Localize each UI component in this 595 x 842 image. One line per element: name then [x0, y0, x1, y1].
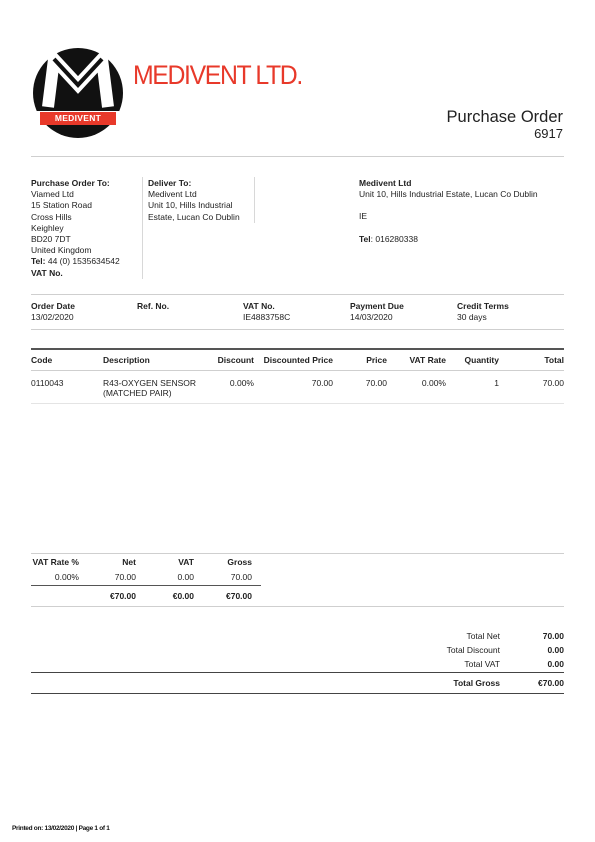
- company-wordmark: MEDIVENT LTD.: [133, 60, 302, 90]
- item-description: [103, 378, 196, 398]
- meta-bottom-divider: [31, 329, 564, 330]
- items-row-divider: [31, 403, 564, 404]
- item-price: 70.00: [365, 378, 387, 388]
- order-date-header: Order Date: [31, 301, 75, 311]
- company-tel-value: : 016280338: [370, 233, 418, 244]
- tel-label: Tel:: [31, 256, 46, 267]
- item-code: 0110043: [31, 378, 64, 388]
- address-line: Unit 10, Hills Industrial: [148, 200, 233, 211]
- vat-summary-total-divider: [31, 585, 261, 586]
- item-discount: 0.00%: [229, 378, 254, 388]
- col-vat-rate: VAT Rate: [409, 355, 446, 365]
- col-total: Total: [544, 355, 564, 365]
- vat-row-gross: 70.00: [230, 572, 252, 582]
- col-quantity: Quantity: [464, 355, 499, 365]
- total-gross-top-divider: [31, 672, 564, 673]
- meta-top-divider: [31, 294, 564, 295]
- logo-badge-text: MEDIVENT: [54, 113, 102, 123]
- vat-row-rate: 0.00%: [54, 572, 79, 582]
- document-title: Purchase Order: [446, 108, 563, 126]
- items-table-header: [31, 355, 564, 367]
- total-discount-label: Total Discount: [446, 645, 500, 655]
- col-code: Code: [31, 355, 53, 365]
- payment-due-header: Payment Due: [350, 301, 404, 311]
- item-vat-rate: 0.00%: [421, 378, 446, 388]
- item-description-line: (MATCHED PAIR): [103, 388, 172, 398]
- vat-summary-top-divider: [31, 553, 564, 554]
- credit-terms-header: Credit Terms: [457, 301, 509, 311]
- address-line: Cross Hills: [31, 211, 72, 222]
- item-description-line: R43-OXYGEN SENSOR: [103, 378, 197, 388]
- column-divider: [254, 177, 255, 223]
- vat-row-net: 70.00: [114, 572, 136, 582]
- total-discount-value: 0.00: [547, 645, 564, 655]
- vat-col-vat: VAT: [178, 557, 194, 567]
- item-total: 70.00: [542, 378, 564, 388]
- vat-no-value: IE4883758C: [243, 312, 291, 322]
- total-vat-label: Total VAT: [464, 659, 500, 669]
- credit-terms-value: 30 days: [457, 312, 487, 322]
- item-quantity: 1: [494, 378, 499, 388]
- col-price: Price: [366, 355, 387, 365]
- company-address-block: [359, 178, 564, 245]
- address-line: Viamed Ltd: [31, 189, 74, 200]
- deliver-to-heading: Deliver To:: [148, 178, 192, 188]
- tel-value: 44 (0) 1535634542: [47, 256, 120, 267]
- address-line: Keighley: [31, 222, 64, 233]
- company-logo: [32, 45, 124, 141]
- vat-label: VAT No.: [31, 267, 63, 278]
- column-divider: [142, 177, 143, 279]
- deliver-to-block: [148, 178, 253, 223]
- company-address: Unit 10, Hills Industrial Estate, Lucan Co Dublin: [359, 189, 538, 200]
- items-top-border: [31, 348, 564, 350]
- page-footer: Printed on: 13/02/2020 | Page 1 of 1: [12, 825, 110, 832]
- item-discounted-price: 70.00: [311, 378, 333, 388]
- company-tel-label: Tel: [359, 233, 371, 244]
- vat-total-gross: €70.00: [226, 591, 252, 601]
- medivent-logo-icon: [32, 45, 124, 141]
- items-header-divider: [31, 370, 564, 371]
- vat-total-vat: €0.00: [172, 591, 194, 601]
- vat-col-rate: VAT Rate %: [32, 557, 79, 567]
- vat-no-header: VAT No.: [243, 301, 275, 311]
- col-discount: Discount: [217, 355, 254, 365]
- vat-total-net: €70.00: [110, 591, 136, 601]
- ref-no-header: Ref. No.: [137, 301, 170, 311]
- vat-summary-table: [31, 557, 261, 607]
- col-discounted-price: Discounted Price: [263, 355, 333, 365]
- col-description: Description: [103, 355, 150, 365]
- address-line: Medivent Ltd: [148, 189, 197, 200]
- company-country: IE: [359, 211, 368, 222]
- order-date-value: 13/02/2020: [31, 312, 74, 322]
- total-vat-value: 0.00: [547, 659, 564, 669]
- vat-col-net: Net: [122, 557, 136, 567]
- address-line: United Kingdom: [31, 245, 92, 256]
- total-gross-bottom-divider: [31, 693, 564, 694]
- total-gross-value: €70.00: [538, 678, 564, 688]
- company-name: Medivent Ltd: [359, 178, 412, 188]
- total-net-value: 70.00: [542, 631, 564, 641]
- vat-summary-bottom-divider: [31, 606, 564, 607]
- address-line: 15 Station Road: [31, 200, 92, 211]
- header-divider: [31, 156, 564, 157]
- address-line: BD20 7DT: [31, 234, 71, 245]
- document-number: 6917: [534, 126, 563, 141]
- payment-due-value: 14/03/2020: [350, 312, 393, 322]
- purchase-order-to-block: [31, 178, 136, 279]
- vat-col-gross: Gross: [227, 557, 252, 567]
- company-tel: [359, 234, 564, 245]
- purchase-order-to-heading: Purchase Order To:: [31, 178, 110, 188]
- order-meta: [31, 301, 564, 325]
- vat-row-vat: 0.00: [177, 572, 194, 582]
- address-line: Estate, Lucan Co Dublin: [148, 211, 240, 222]
- total-net-label: Total Net: [466, 631, 500, 641]
- table-row: [31, 378, 564, 400]
- supplier-tel: [31, 256, 136, 267]
- total-gross-label: Total Gross: [453, 678, 500, 688]
